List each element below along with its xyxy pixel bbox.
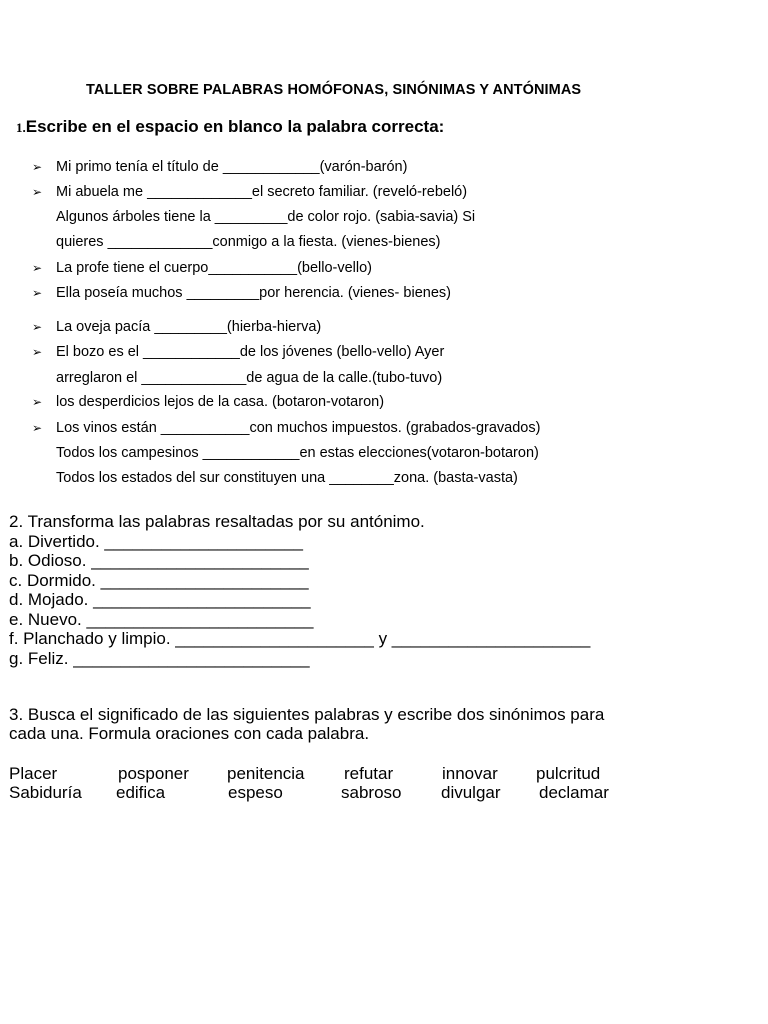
page-title: TALLER SOBRE PALABRAS HOMÓFONAS, SINÓNIMAS Y ANTÓNIMAS bbox=[86, 82, 582, 98]
antonym-item: f. Planchado y limpio. _____________________ y _____________________ bbox=[9, 629, 591, 648]
exercise-line: Mi primo tenía el título de ____________(varón-barón) bbox=[56, 159, 408, 175]
section-2-instruction: 2. Transforma las palabras resaltadas por su antónimo. bbox=[9, 512, 425, 531]
antonym-item: d. Mojado. _______________________ bbox=[9, 590, 311, 609]
exercise-line: arreglaron el _____________de agua de la calle.(tubo-tuvo) bbox=[56, 370, 443, 386]
vocabulary-word: posponer bbox=[118, 764, 189, 783]
exercise-line: Ella poseía muchos _________por herencia. (vienes- bienes) bbox=[56, 285, 451, 301]
arrow-bullet-icon: ➢ bbox=[32, 345, 43, 359]
exercise-line: La profe tiene el cuerpo___________(bello-vello) bbox=[56, 260, 373, 276]
section-3-instruction: 3. Busca el significado de las siguientes palabras y escribe dos sinónimos para bbox=[9, 705, 605, 724]
vocabulary-word: divulgar bbox=[441, 783, 501, 802]
arrow-bullet-icon: ➢ bbox=[32, 421, 43, 435]
arrow-bullet-icon: ➢ bbox=[32, 261, 43, 275]
vocabulary-word: sabroso bbox=[341, 783, 402, 802]
section-1-number: 1. bbox=[16, 120, 26, 135]
vocabulary-word: Sabiduría bbox=[9, 783, 82, 802]
antonym-item: g. Feliz. _________________________ bbox=[9, 649, 310, 668]
vocabulary-word: espeso bbox=[228, 783, 283, 802]
arrow-bullet-icon: ➢ bbox=[32, 185, 43, 199]
vocabulary-word: refutar bbox=[344, 764, 394, 783]
antonym-item: c. Dormido. ______________________ bbox=[9, 571, 309, 590]
vocabulary-word: innovar bbox=[442, 764, 498, 783]
section-3-instruction-cont: cada una. Formula oraciones con cada palabra. bbox=[9, 724, 370, 743]
exercise-line: Todos los estados del sur constituyen una ________zona. (basta-vasta) bbox=[56, 470, 518, 486]
arrow-bullet-icon: ➢ bbox=[32, 286, 43, 300]
vocabulary-word: Placer bbox=[9, 764, 58, 783]
exercise-line: La oveja pacía _________(hierba-hierva) bbox=[56, 319, 322, 335]
section-1-instruction-text: Escribe en el espacio en blanco la palabra correcta: bbox=[25, 117, 445, 136]
antonym-item: b. Odioso. _______________________ bbox=[9, 551, 309, 570]
vocabulary-word: edifica bbox=[116, 783, 166, 802]
exercise-line: Todos los campesinos ____________en estas elecciones(votaron-botaron) bbox=[56, 445, 539, 461]
exercise-line: Los vinos están ___________con muchos impuestos. (grabados-gravados) bbox=[56, 420, 541, 436]
vocabulary-word: declamar bbox=[539, 783, 609, 802]
arrow-bullet-icon: ➢ bbox=[32, 395, 43, 409]
vocabulary-word: pulcritud bbox=[536, 764, 601, 783]
exercise-line: El bozo es el ____________de los jóvenes (bello-vello) Ayer bbox=[56, 344, 445, 360]
arrow-bullet-icon: ➢ bbox=[32, 320, 43, 334]
section-1-instruction bbox=[16, 117, 444, 137]
antonym-item: a. Divertido. _____________________ bbox=[9, 532, 303, 551]
exercise-line: Algunos árboles tiene la _________de color rojo. (sabia-savia) Si bbox=[56, 209, 476, 225]
exercise-line: los desperdicios lejos de la casa. (botaron-votaron) bbox=[56, 394, 385, 410]
arrow-bullet-icon: ➢ bbox=[32, 160, 43, 174]
vocabulary-word: penitencia bbox=[227, 764, 305, 783]
antonym-item: e. Nuevo. ________________________ bbox=[9, 610, 314, 629]
exercise-line: Mi abuela me _____________el secreto familiar. (reveló-rebeló) bbox=[56, 184, 468, 200]
exercise-line: quieres _____________conmigo a la fiesta. (vienes-bienes) bbox=[56, 234, 441, 250]
